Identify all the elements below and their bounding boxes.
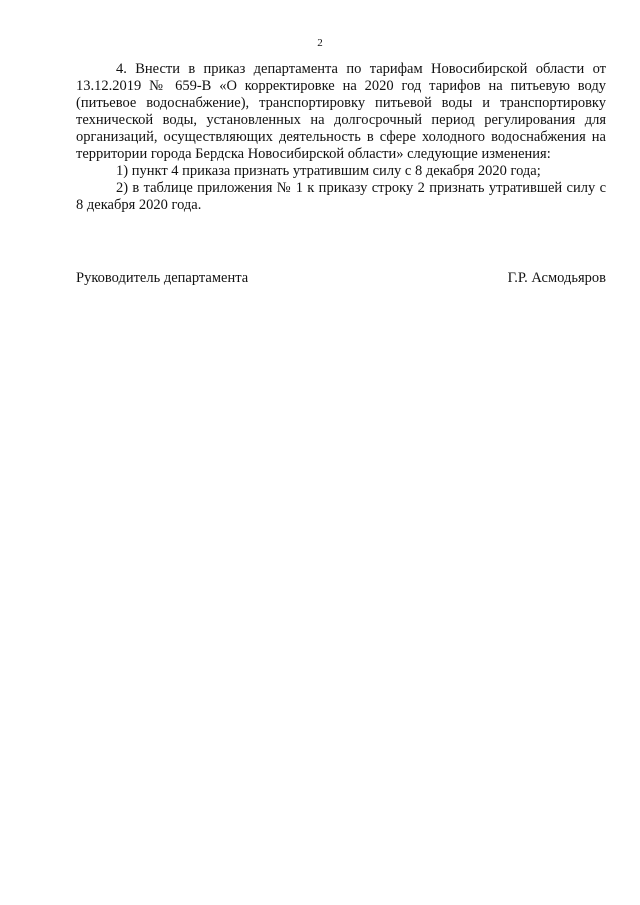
paragraph-subitem-1: 1) пункт 4 приказа признать утратившим силу с 8 декабря 2020 года;: [116, 163, 541, 179]
signatory-name: Г.Р. Асмодьяров: [507, 270, 606, 286]
paragraph-item-4: 4. Внести в приказ департамента по тарифам Новосибирской области от 13.12.2019 № 659-В «О корректировке на 2020 год тарифов на питьевую воду (питьевое водоснабжение), транспортировку питьевой воды и транспортировку технической воды, установленных на долгосрочный период регулирования для организаций, осуществляющих деятельность в сфере холодного водоснабжения на территории города Бердска Новосибирской области» следующие изменения:: [76, 61, 606, 162]
paragraph-subitem-2: 2) в таблице приложения № 1 к приказу строку 2 признать утратившей силу с 8 декабря 2020 года.: [76, 180, 606, 213]
signatory-title: Руководитель департамента: [76, 270, 249, 286]
signature-block: [76, 269, 606, 287]
page-number: 2: [317, 37, 323, 49]
document-body: [76, 61, 606, 214]
